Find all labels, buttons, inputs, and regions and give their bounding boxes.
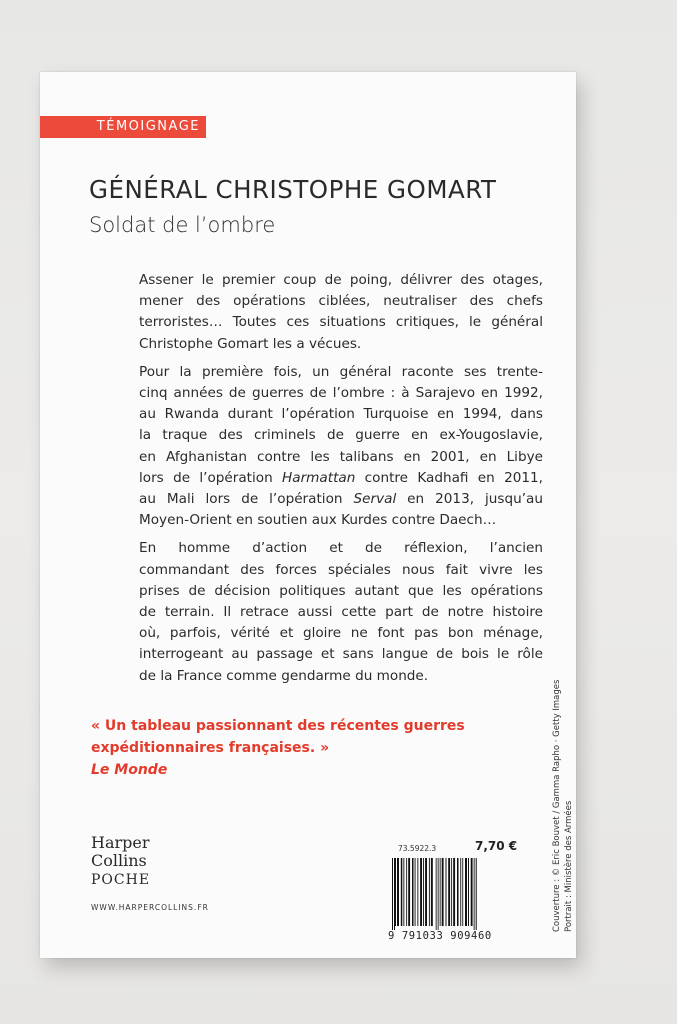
blurb-line: terroristes… Toutes ces situations critiques, le général bbox=[139, 314, 543, 331]
publisher-url: WWW.HARPERCOLLINS.FR bbox=[91, 903, 209, 912]
logo-line: Harper bbox=[91, 833, 150, 852]
photo-credit-portrait: Portrait : Ministère des Armées bbox=[564, 800, 574, 932]
photo-credit-cover: Couverture : © Eric Bouvet / Gamma Rapho · Getty Images bbox=[552, 679, 562, 932]
blurb-line: en Afghanistan contre les talibans en 2001, en Libye bbox=[139, 448, 543, 465]
blurb-line: où, parfois, vérité et gloire ne font pas bon ménage, bbox=[139, 625, 543, 642]
blurb-line: de terrain. Il retrace aussi cette part de notre histoire bbox=[139, 604, 543, 621]
blurb-paragraph-1 bbox=[139, 270, 543, 355]
blurb-line: au Rwanda durant l’opération Turquoise en 1994, dans bbox=[139, 406, 543, 423]
blurb-paragraph-3 bbox=[139, 538, 543, 686]
barcode-icon bbox=[389, 856, 515, 931]
blurb-line: la traque des criminels de guerre en ex-Yougoslavie, bbox=[139, 427, 543, 444]
category-ribbon: TÉMOIGNAGE bbox=[40, 116, 206, 138]
quote-line: expéditionnaires françaises. » bbox=[91, 740, 330, 756]
press-quote bbox=[91, 715, 511, 781]
quote-source: Le Monde bbox=[91, 762, 168, 778]
logo-line: Collins bbox=[91, 851, 147, 870]
blurb-line: prises de décision politiques autant que les opérations bbox=[139, 582, 543, 599]
blurb-line: En homme d’action et de réflexion, l’ancien bbox=[139, 540, 543, 557]
author-name: GÉNÉRAL CHRISTOPHE GOMART bbox=[89, 175, 497, 204]
blurb-line: de la France comme gendarme du monde. bbox=[139, 667, 429, 684]
blurb-paragraph-2 bbox=[139, 362, 543, 532]
blurb bbox=[139, 270, 543, 694]
blurb-line: interrogeant au passage et sans langue de bois le rôle bbox=[139, 646, 543, 663]
barcode bbox=[389, 856, 515, 931]
blurb-text: au Mali lors de l’opération bbox=[139, 491, 354, 508]
blurb-line: Christophe Gomart les a vécues. bbox=[139, 335, 362, 352]
blurb-line: cinq années de guerres de l’ombre : à Sarajevo en 1992, bbox=[139, 385, 543, 402]
logo-line: POCHE bbox=[91, 872, 151, 888]
blurb-text: contre Kadhafi en 2011, bbox=[355, 469, 543, 486]
price: 7,70 € bbox=[475, 839, 518, 853]
blurb-line: Pour la première fois, un général raconte ses trente- bbox=[139, 363, 543, 380]
blurb-line bbox=[139, 468, 543, 489]
isbn-number: 9 791033 909460 bbox=[388, 930, 492, 942]
operation-name: Harmattan bbox=[282, 469, 356, 486]
operation-name: Serval bbox=[353, 491, 397, 508]
blurb-text: lors de l’opération bbox=[139, 469, 283, 486]
publisher-logo bbox=[91, 834, 150, 890]
product-code: 73.5922.3 bbox=[398, 844, 437, 853]
book-back-cover bbox=[40, 72, 576, 958]
blurb-line: mener des opérations ciblées, neutraliser des chefs bbox=[139, 293, 543, 310]
blurb-line: Assener le premier coup de poing, délivrer des otages, bbox=[139, 272, 543, 288]
blurb-line bbox=[139, 489, 543, 510]
quote-line: « Un tableau passionnant des récentes guerres bbox=[91, 718, 465, 734]
blurb-line: commandant des forces spéciales nous fait vivre les bbox=[139, 561, 543, 578]
book-title: Soldat de l’ombre bbox=[89, 213, 276, 237]
blurb-line: Moyen-Orient en soutien aux Kurdes contre Daech… bbox=[139, 512, 497, 529]
blurb-text: en 2013, jusqu’au bbox=[396, 491, 543, 508]
